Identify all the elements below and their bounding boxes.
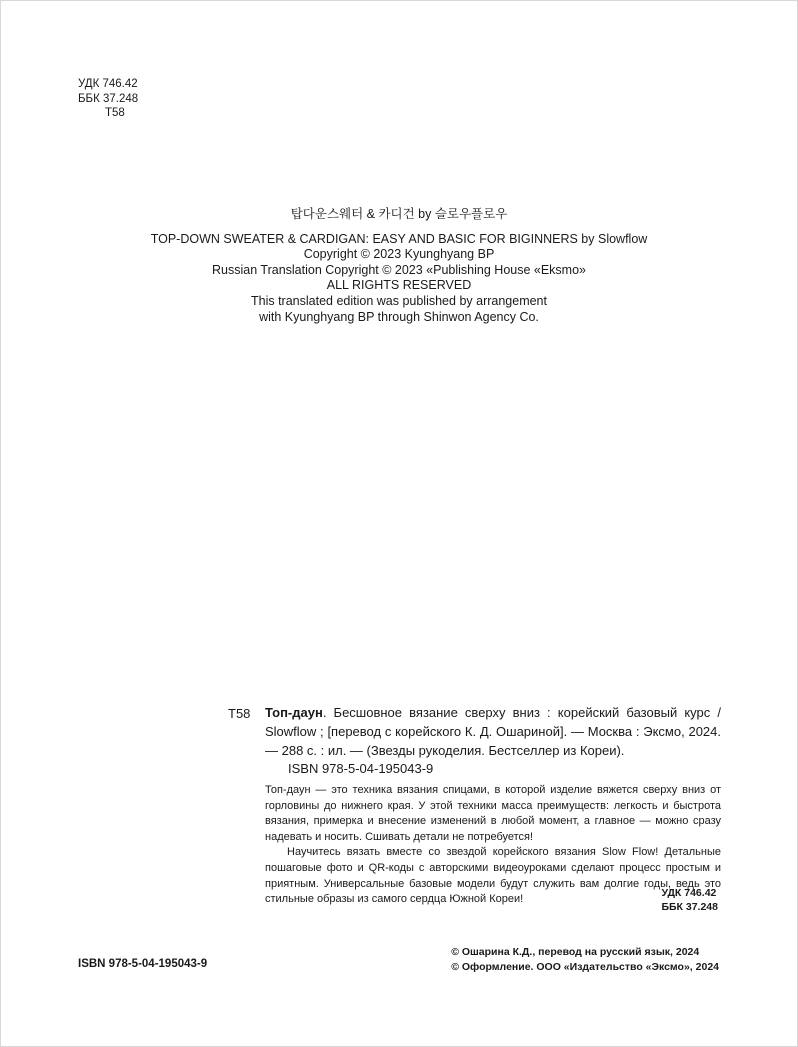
- classification-block-top: [78, 77, 138, 121]
- annotation-paragraph: Топ-даун — это техника вязания спицами, в которой изделие вяжется сверху вниз от горловины до нижнего края. У этой техники масса преимуществ: легкость и быстрота вязания, примерка и внесение изменений в любой момент, а главное — можно сразу надевать и носить. Сшивать детали не потребуется!: [265, 784, 721, 843]
- copyright-line: Copyright © 2023 Kyunghyang BP: [303, 247, 495, 262]
- korean-title: 탑다운스웨터 & 카디건 by 슬로우플로우: [290, 207, 508, 221]
- copyright-line: ALL RIGHTS RESERVED: [326, 278, 472, 293]
- bbk-code-bottom: ББК 37.248: [661, 900, 718, 913]
- bibliographic-description: . Бесшовное вязание сверху вниз : корейский базовый курс / Slowflow ; [перевод с корейского К. Д. Ошариной]. — Москва : Эксмо, 2024. — 288 с. : ил. — (Звезды рукоделия. Бестселлер из Кореи).: [265, 705, 721, 758]
- annotation-paragraph: Научитесь вязать вместе со звездой корейского вязания Slow Flow! Детальные пошаговые фото и QR-коды с авторскими видеоуроками сделают процесс простым и приятным. Универсальные базовые модели будут служить вам долгие годы, ведь это стильные образы из самого сердца Южной Кореи!: [265, 846, 721, 906]
- copyright-block: [0, 207, 798, 325]
- copyright-line: This translated edition was published by arrangement: [250, 293, 547, 308]
- book-title: Топ-даун: [265, 705, 323, 720]
- footer-isbn: ISBN 978-5-04-195043-9: [78, 958, 208, 970]
- rights-line: © Ошарина К.Д., перевод на русский язык, 2024: [451, 946, 700, 958]
- bibliographic-record: [265, 703, 721, 760]
- annotation-block: [265, 783, 721, 908]
- udk-code: УДК 746.42: [78, 78, 138, 90]
- udk-code-bottom: УДК 746.42: [661, 887, 717, 899]
- copyright-line: TOP-DOWN SWEATER & CARDIGAN: EASY AND BASIC FOR BIGINNERS by Slowflow: [150, 231, 648, 246]
- classification-block-bottom: [661, 887, 718, 914]
- bbk-code: ББК 37.248: [78, 92, 139, 105]
- copyright-line: with Kyunghyang BP through Shinwon Agency Co.: [259, 309, 539, 324]
- rights-block: [451, 945, 719, 974]
- catalog-isbn: ISBN 978-5-04-195043-9: [288, 761, 434, 776]
- catalog-author-mark: Т58: [228, 706, 251, 721]
- copyright-line: Russian Translation Copyright © 2023 «Publishing House «Eksmo»: [212, 262, 586, 277]
- author-mark: Т58: [105, 107, 125, 119]
- rights-line: © Оформление. ООО «Издательство «Эксмо», 2024: [451, 960, 719, 973]
